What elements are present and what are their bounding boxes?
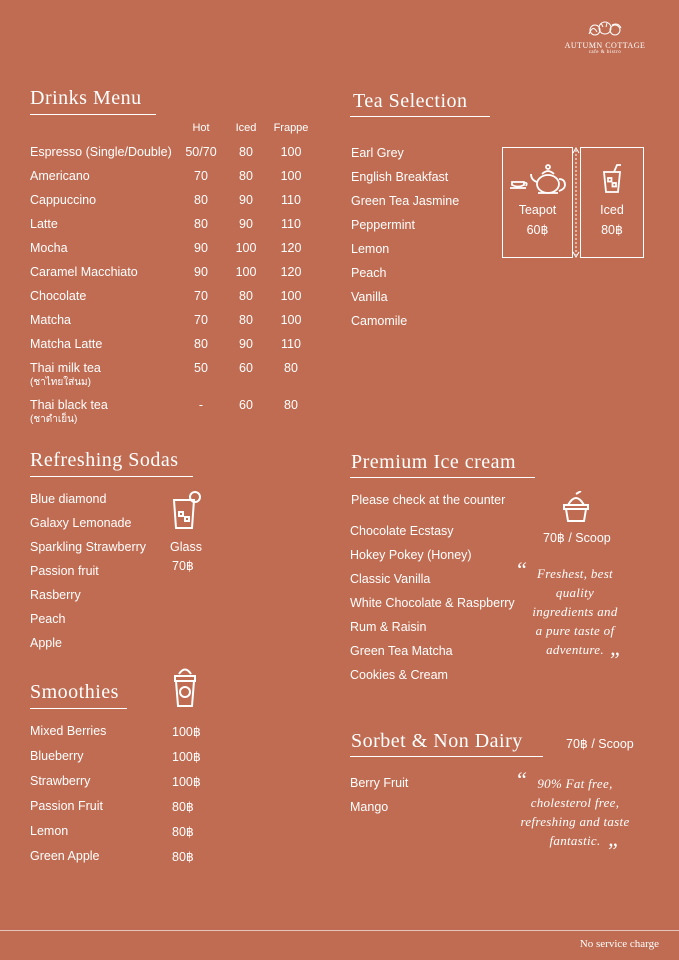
sorbet-flavor: Berry Fruit bbox=[350, 776, 409, 790]
open-quote-icon: “ bbox=[515, 767, 528, 792]
floral-logo-icon bbox=[585, 20, 625, 40]
column-hot: Hot bbox=[192, 122, 210, 134]
drink-name: Thai milk tea bbox=[30, 361, 101, 375]
tea-item: Lemon bbox=[351, 242, 390, 256]
icecream-flavor: White Chocolate & Raspberry bbox=[350, 596, 515, 610]
smoothie-price: 100฿ bbox=[172, 775, 201, 789]
icecream-flavor: Hokey Pokey (Honey) bbox=[350, 548, 472, 562]
tea-item: Earl Grey bbox=[351, 146, 404, 160]
tea-item: Vanilla bbox=[351, 290, 388, 304]
drink-price-iced: 90 bbox=[239, 193, 253, 207]
drink-price-frappe: 80 bbox=[284, 361, 298, 375]
drink-price-frappe: 100 bbox=[280, 289, 302, 303]
sorbet-flavor: Mango bbox=[350, 800, 389, 814]
quote-line: ingredients and bbox=[532, 604, 618, 619]
tea-underline bbox=[350, 116, 490, 117]
drink-price-hot: 90 bbox=[194, 241, 208, 255]
icecream-title: Premium Ice cream bbox=[351, 451, 517, 473]
smoothie-price: 100฿ bbox=[172, 725, 201, 739]
smoothie-name: Lemon bbox=[30, 824, 69, 838]
drink-price-hot: 80 bbox=[194, 217, 208, 231]
drink-price-frappe: 120 bbox=[280, 265, 302, 279]
drink-name: Latte bbox=[30, 217, 58, 231]
quote-line: fantastic. bbox=[549, 833, 601, 848]
quote-line: cholesterol free, bbox=[530, 795, 620, 810]
drinks-underline bbox=[30, 114, 156, 115]
drink-price-iced: 100 bbox=[235, 241, 257, 255]
ice-cream-cup-icon bbox=[561, 491, 591, 523]
icecream-flavor: Cookies & Cream bbox=[350, 668, 448, 682]
tea-item: Camomile bbox=[351, 314, 408, 328]
icecream-flavor: Green Tea Matcha bbox=[350, 644, 453, 658]
smoothie-name: Mixed Berries bbox=[30, 724, 107, 738]
drink-price-hot: 70 bbox=[194, 313, 208, 327]
drink-price-frappe: 110 bbox=[281, 337, 301, 351]
sorbet-quote bbox=[505, 767, 645, 851]
sorbet-underline bbox=[350, 756, 543, 757]
drink-price-iced: 90 bbox=[239, 217, 253, 231]
quote-line: adventure. bbox=[546, 642, 604, 657]
drink-price-hot: 90 bbox=[194, 265, 208, 279]
drink-name: Cappuccino bbox=[30, 193, 97, 207]
iced-tea-price-box bbox=[580, 147, 644, 258]
drink-price-iced: 80 bbox=[239, 289, 253, 303]
tea-item: English Breakfast bbox=[351, 170, 449, 184]
drink-price-hot: 80 bbox=[194, 337, 208, 351]
iced-tea-label: Iced bbox=[600, 203, 624, 217]
quote-line: Freshest, best bbox=[537, 566, 613, 581]
smoothie-name: Blueberry bbox=[30, 749, 84, 763]
tea-item: Green Tea Jasmine bbox=[351, 194, 460, 208]
smoothies-underline bbox=[30, 708, 127, 709]
smoothies-title: Smoothies bbox=[30, 681, 119, 703]
soda-glass-icon bbox=[168, 490, 202, 530]
icecream-flavor: Rum & Raisin bbox=[350, 620, 427, 634]
smoothie-cup-icon bbox=[171, 664, 199, 708]
teapot-label: Teapot bbox=[518, 203, 557, 217]
drink-price-hot: 50/70 bbox=[185, 145, 217, 159]
teapot-price: 60฿ bbox=[526, 223, 549, 237]
footer-divider bbox=[0, 930, 679, 931]
column-frappe: Frappe bbox=[273, 122, 309, 134]
soda-item: Apple bbox=[30, 636, 62, 650]
soda-item: Blue diamond bbox=[30, 492, 107, 506]
drink-name: Chocolate bbox=[30, 289, 87, 303]
soda-item: Passion fruit bbox=[30, 564, 99, 578]
icecream-note: Please check at the counter bbox=[351, 493, 506, 507]
service-charge-note: No service charge bbox=[579, 938, 659, 950]
quote-line: quality bbox=[555, 585, 595, 600]
sorbet-title: Sorbet & Non Dairy bbox=[351, 730, 523, 752]
drink-price-frappe: 100 bbox=[280, 313, 302, 327]
smoothie-name: Strawberry bbox=[30, 774, 91, 788]
drink-name: Espresso (Single/Double) bbox=[30, 145, 172, 159]
drink-price-iced: 60 bbox=[239, 398, 253, 412]
smoothie-name: Green Apple bbox=[30, 849, 100, 863]
drink-price-frappe: 110 bbox=[281, 217, 301, 231]
brand-name: AUTUMN COTTAGE bbox=[564, 41, 646, 50]
soda-item: Galaxy Lemonade bbox=[30, 516, 132, 530]
open-quote-icon: “ bbox=[515, 557, 528, 582]
drink-thai-name: (ชาไทยใส่นม) bbox=[30, 377, 91, 388]
drink-price-frappe: 80 bbox=[284, 398, 298, 412]
smoothie-price: 80฿ bbox=[172, 800, 194, 814]
drink-price-hot: 50 bbox=[194, 361, 208, 375]
quote-line: refreshing and taste bbox=[520, 814, 630, 829]
drink-price-hot: 70 bbox=[194, 289, 208, 303]
icecream-price: 70฿ / Scoop bbox=[543, 531, 611, 545]
drink-name: Mocha bbox=[30, 241, 68, 255]
drink-price-iced: 80 bbox=[239, 145, 253, 159]
iced-glass-icon bbox=[602, 164, 622, 194]
column-iced: Iced bbox=[235, 122, 257, 134]
teapot-icon bbox=[508, 162, 570, 196]
icecream-flavor: Chocolate Ecstasy bbox=[350, 524, 454, 538]
smoothie-price: 80฿ bbox=[172, 825, 194, 839]
sodas-underline bbox=[30, 476, 193, 477]
soda-item: Rasberry bbox=[30, 588, 81, 602]
teapot-price-box bbox=[502, 147, 573, 258]
close-quote-icon: „ bbox=[610, 635, 623, 660]
drink-price-iced: 60 bbox=[239, 361, 253, 375]
icecream-flavor: Classic Vanilla bbox=[350, 572, 431, 586]
soda-item: Peach bbox=[30, 612, 66, 626]
drink-name: Matcha Latte bbox=[30, 337, 103, 351]
drink-price-frappe: 110 bbox=[281, 193, 301, 207]
drink-price-iced: 100 bbox=[235, 265, 257, 279]
quote-line: 90% Fat free, bbox=[537, 776, 613, 791]
drinks-title: Drinks Menu bbox=[30, 87, 142, 109]
drink-price-hot: - bbox=[198, 398, 204, 412]
tea-title: Tea Selection bbox=[353, 90, 468, 112]
drink-thai-name: (ชาดำเย็น) bbox=[30, 414, 78, 425]
brand-tagline: cafe & bistro bbox=[588, 50, 622, 55]
quote-line: a pure taste of bbox=[535, 623, 615, 638]
drink-price-frappe: 100 bbox=[280, 169, 302, 183]
sorbet-price: 70฿ / Scoop bbox=[566, 737, 634, 751]
glass-price: 70฿ bbox=[172, 559, 194, 573]
icecream-underline bbox=[350, 477, 535, 478]
smoothie-name: Passion Fruit bbox=[30, 799, 103, 813]
drink-name: Matcha bbox=[30, 313, 71, 327]
iced-tea-price: 80฿ bbox=[601, 223, 623, 237]
soda-item: Sparkling Strawberry bbox=[30, 540, 147, 554]
drink-name: Thai black tea bbox=[30, 398, 108, 412]
drink-price-frappe: 120 bbox=[280, 241, 302, 255]
drink-price-hot: 70 bbox=[194, 169, 208, 183]
tea-item: Peach bbox=[351, 266, 387, 280]
smoothie-price: 80฿ bbox=[172, 850, 194, 864]
tea-item: Peppermint bbox=[351, 218, 415, 232]
drink-price-iced: 80 bbox=[239, 313, 253, 327]
drink-name: Caramel Macchiato bbox=[30, 265, 138, 279]
smoothie-price: 100฿ bbox=[172, 750, 201, 764]
sodas-title: Refreshing Sodas bbox=[30, 449, 179, 471]
icecream-quote bbox=[510, 557, 640, 660]
glass-label: Glass bbox=[170, 540, 202, 554]
drink-price-iced: 80 bbox=[239, 169, 253, 183]
drink-price-hot: 80 bbox=[194, 193, 208, 207]
close-quote-icon: „ bbox=[608, 826, 621, 851]
brand-logo bbox=[560, 20, 650, 55]
drink-price-iced: 90 bbox=[239, 337, 253, 351]
drink-name: Americano bbox=[30, 169, 90, 183]
drink-price-frappe: 100 bbox=[280, 145, 302, 159]
